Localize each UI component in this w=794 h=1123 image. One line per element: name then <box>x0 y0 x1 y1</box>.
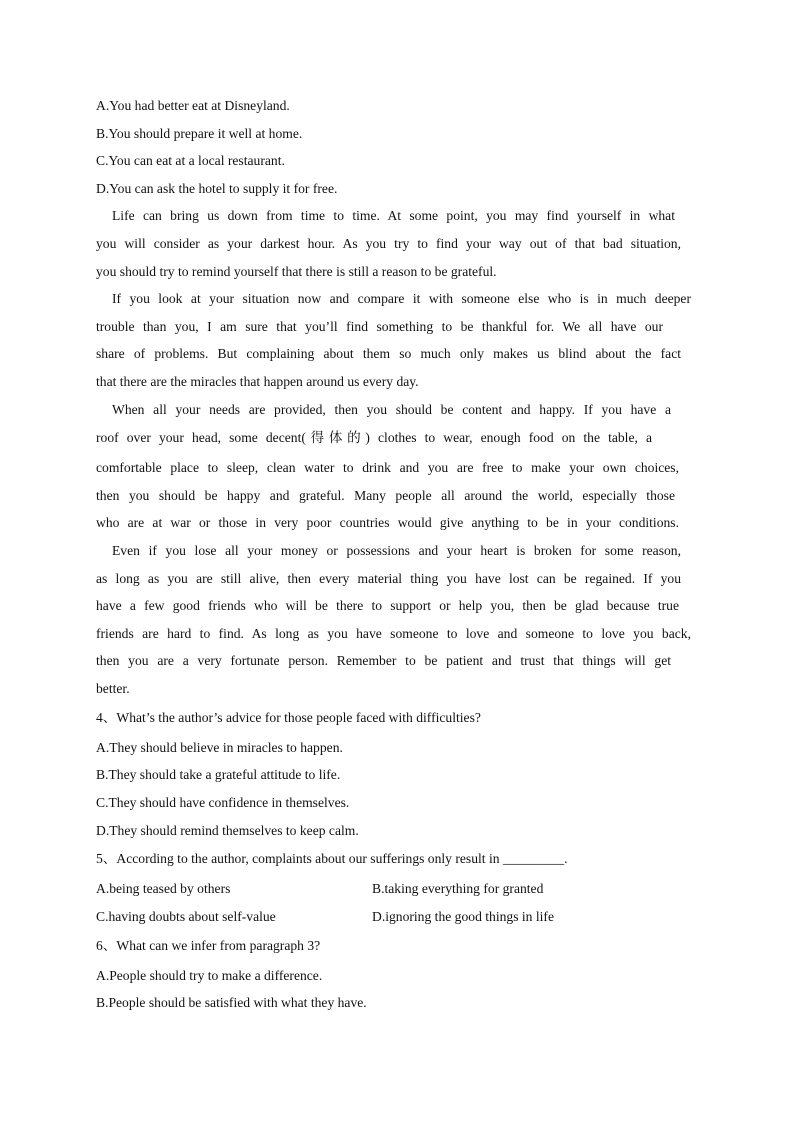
q4-option-a: A.They should believe in miracles to happen. <box>96 740 343 755</box>
passage-line: as long as you are still alive, then every material thing you have lost can be regained. If you <box>96 571 681 586</box>
q5-option-a: A.being teased by others <box>96 881 231 896</box>
q4-option-c: C.They should have confidence in themselves. <box>96 795 350 810</box>
q6-option-b: B.People should be satisfied with what they have. <box>96 995 367 1010</box>
passage-line: you will consider as your darkest hour. As you try to find your way out of that bad situation, <box>96 236 681 251</box>
passage-line: then you are a very fortunate person. Remember to be patient and trust that things will get <box>96 653 671 668</box>
passage-line: trouble than you, I am sure that you’ll find something to be thankful for. We all have our <box>96 319 663 334</box>
passage-line: have a few good friends who will be there to support or help you, then be glad because true <box>96 598 679 613</box>
passage-line: then you should be happy and grateful. Many people all around the world, especially those <box>96 488 675 503</box>
question-4: 4、What’s the author’s advice for those people faced with difficulties? <box>96 710 481 725</box>
passage-line: If you look at your situation now and compare it with someone else who is in much deeper <box>112 291 691 306</box>
option-a: A.You had better eat at Disneyland. <box>96 98 290 113</box>
passage-line: roof over your head, some decent(得体的) clothes to wear, enough food on the table, a <box>96 430 652 445</box>
passage-line: share of problems. But complaining about them so much only makes us blind about the fact <box>96 346 681 361</box>
q6-option-a: A.People should try to make a difference. <box>96 968 323 983</box>
question-5: 5、According to the author, complaints about our sufferings only result in _________. <box>96 851 568 866</box>
option-d: D.You can ask the hotel to supply it for free. <box>96 181 338 196</box>
option-b: B.You should prepare it well at home. <box>96 126 303 141</box>
passage-line: Even if you lose all your money or possessions and your heart is broken for some reason, <box>112 543 681 558</box>
passage-line: that there are the miracles that happen around us every day. <box>96 374 419 389</box>
passage-line: When all your needs are provided, then you should be content and happy. If you have a <box>112 402 671 417</box>
q5-option-c: C.having doubts about self-value <box>96 909 276 924</box>
passage-line: who are at war or those in very poor countries would give anything to be in your conditions. <box>96 515 679 530</box>
passage-line: you should try to remind yourself that there is still a reason to be grateful. <box>96 264 497 279</box>
passage-line: comfortable place to sleep, clean water to drink and you are free to make your own choices, <box>96 460 679 475</box>
passage-line: Life can bring us down from time to time. At some point, you may find yourself in what <box>112 208 675 223</box>
q4-option-d: D.They should remind themselves to keep calm. <box>96 823 359 838</box>
q5-options-row-2 <box>96 908 696 926</box>
option-c: C.You can eat at a local restaurant. <box>96 153 285 168</box>
q4-option-b: B.They should take a grateful attitude to life. <box>96 767 341 782</box>
question-6: 6、What can we infer from paragraph 3? <box>96 938 321 953</box>
q5-option-b: B.taking everything for granted <box>372 881 544 896</box>
q5-options-row-1 <box>96 880 696 898</box>
passage-line: friends are hard to find. As long as you have someone to love and someone to love you back, <box>96 626 691 641</box>
passage-line: better. <box>96 681 130 696</box>
q5-option-d: D.ignoring the good things in life <box>372 909 554 924</box>
